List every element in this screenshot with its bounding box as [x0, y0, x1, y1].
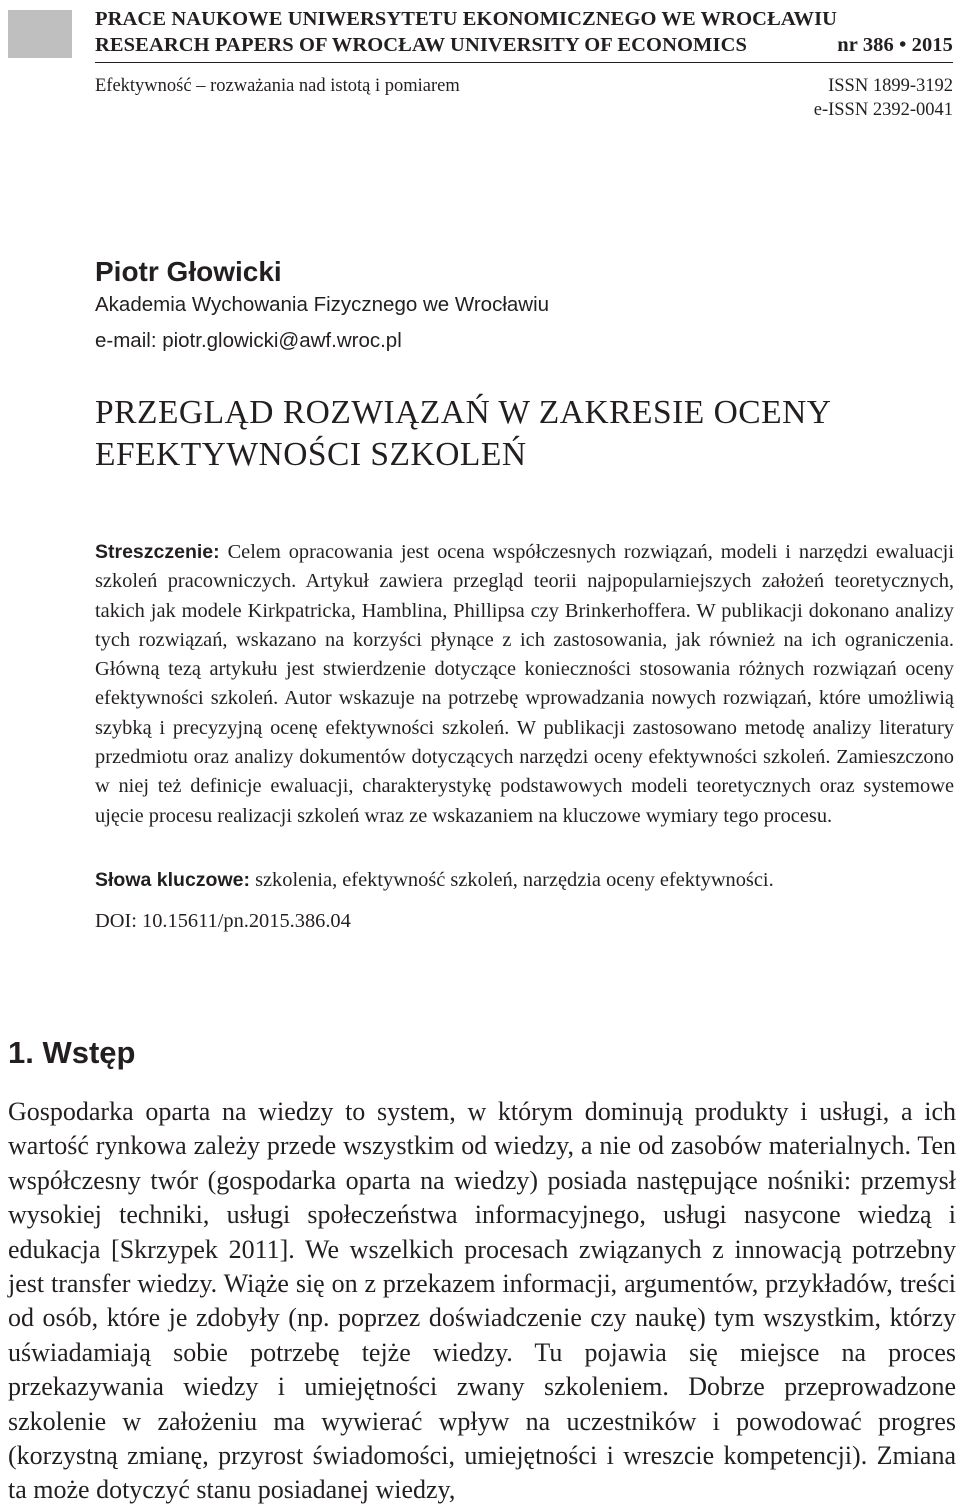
section-body-text: Gospodarka oparta na wiedzy to system, w którym dominują produkty i usługi, a ich wartość rynkowa zależy przede wszystkim od wiedzy, a nie od zasobów materialnych. Ten współczesny twór (gospodarka oparta na wiedzy) posiada następujące nośniki: przemysł wysokiej techniki, usługi społeczeństwa informacyjnego, usługi nasycone wiedzą i edukacja [Skrzypek 2011]. We wszelkich procesach związanych z innowacją potrzebny jest transfer wiedzy. Wiąże się on z przekazem informacji, argumentów, przykładów, treści od osób, które je zdobyły (np. poprzez doświadczenie czy naukę) tym wszystkim, którzy uświadamiają sobie potrzebę tejże wiedzy. Tu pojawia się miejsce na proces przekazywania wiedzy i umiejętności zwany szkoleniem. Dobrze przeprowadzone szkolenie w założeniu ma wywierać wpływ na uczestników i powodować progres (korzystną zmianę, przyrost świadomości, umiejętności i wreszcie kompetencji). Zmiana ta może dotyczyć stanu posiadanej wiedzy,	[8, 1097, 956, 1505]
journal-name-polish: PRACE NAUKOWE UNIWERSYTETU EKONOMICZNEGO WE WROCŁAWIU	[95, 8, 838, 30]
eissn: e-ISSN 2392-0041	[813, 100, 953, 120]
article-title	[95, 392, 955, 476]
issue-number: nr 386 • 2015	[837, 34, 953, 56]
journal-name-english: RESEARCH PAPERS OF WROCŁAW UNIVERSITY OF ECONOMICS	[95, 34, 747, 56]
issn: ISSN 1899-3192	[828, 76, 953, 96]
header-gray-box	[8, 10, 72, 58]
abstract-text: Celem opracowania jest ocena współczesnych rozwiązań, modeli i narzędzi ewaluacji szkoleń pracowniczych. Artykuł zawiera przegląd teorii najpopularniejszych założeń teoretycznych, takich jak modele Kirkpatricka, Hamblina, Phillipsa czy Brinkerhoffera. W publikacji dokonano analizy tych rozwiązań, wskazano na korzyści płynące z ich zastosowania, jak również na ich ograniczenia. Główną tezą artykułu jest stwierdzenie dotyczące konieczności stosowania różnych rozwiązań oceny efektywności szkoleń. Autor wskazuje na potrzebę wprowadzania nowych rozwiązań, które umożliwią szybką i precyzyjną ocenę efektywności szkoleń. W publikacji zastosowano metodę analizy literatury przedmiotu oraz analizy dokumentów dotyczących narzędzi oceny efektywności szkoleń. Zamieszczono w niej też definicje ewaluacji, charakterystykę podstawowych modeli teoretycznych oraz systemowe ujęcie procesu realizacji szkoleń wraz ze wskazaniem na kluczowe wymiary tego procesu.	[95, 541, 954, 827]
article-title-line-2: EFEKTYWNOŚCI SZKOLEŃ	[95, 436, 527, 473]
issn-block	[814, 74, 953, 122]
header-subline	[95, 74, 953, 122]
section-heading: 1. Wstęp	[8, 1035, 136, 1070]
author-name: Piotr Głowicki	[95, 256, 282, 287]
doi: DOI: 10.15611/pn.2015.386.04	[95, 910, 351, 932]
keywords	[95, 866, 954, 895]
author-email: e-mail: piotr.glowicki@awf.wroc.pl	[95, 329, 402, 352]
journal-header-line	[95, 32, 953, 58]
keywords-label: Słowa kluczowe:	[95, 869, 250, 891]
author-affiliation: Akademia Wychowania Fizycznego we Wrocławiu	[95, 293, 550, 316]
abstract-label: Streszczenie:	[95, 541, 220, 563]
header-rule	[95, 62, 953, 63]
keywords-text: szkolenia, efektywność szkoleń, narzędzia oceny efektywności.	[255, 869, 774, 891]
abstract	[95, 538, 954, 831]
article-title-line-1: PRZEGLĄD ROZWIĄZAŃ W ZAKRESIE OCENY	[95, 394, 832, 431]
volume-title: Efektywność – rozważania nad istotą i pomiarem	[95, 76, 460, 96]
